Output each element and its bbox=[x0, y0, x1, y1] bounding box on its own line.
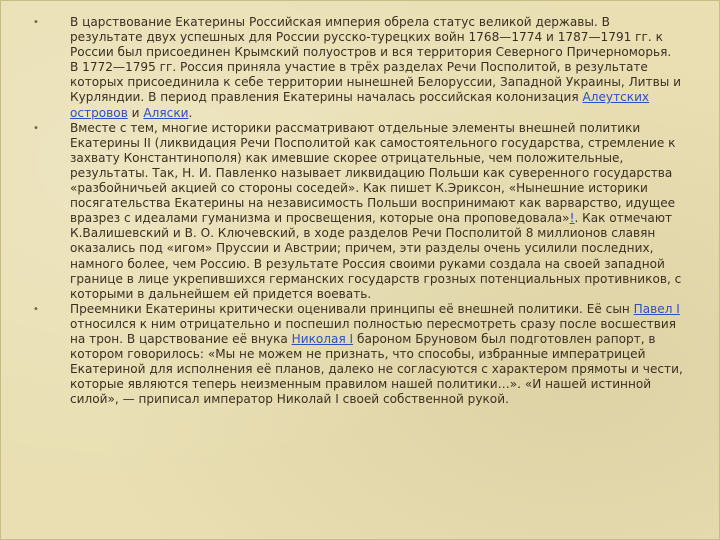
bullet-dot-icon: • bbox=[33, 17, 39, 28]
bullet-dot-icon: • bbox=[33, 303, 39, 315]
link-footnote[interactable]: ! bbox=[569, 211, 575, 226]
paragraph-2-text-a: Вместе с тем, многие историки рассматривают отдельные элементы внешней политики Екатерины II (ликвидация Речи Посполитой как самостоятельного государства, стремление к захвату Константинополя) как имевшие скорее отрицательные, чем положительные, результаты. Так, Н. И. Павленко называет ликвидацию Польши как суверенного государства «разбойничьей акцией со стороны соседей». Как пишет К.Эриксон, «Нынешние историки посягательства Екатерины на независимость Польши воспринимают как варварство, идущее вразрез с идеалами гуманизма и просвещения, которые она проповедовала» bbox=[70, 120, 676, 226]
paragraph-3-text-a: Преемники Екатерины критически оценивали принципы её внешней политики. Её сын bbox=[70, 301, 634, 316]
paragraph-2-text-b: . Как отмечают К.Валишевский и В. О. Ключевский, в ходе разделов Речи Посполитой 8 миллионов славян оказались под «игом» Пруссии и Австрии; причем, эти разделы очень усилили последних, намного более, чем Россию. В результате Россия своими руками создала на своей западной границе в лице укрепившихся германских государств грозных потенциальных противников, с которыми в дальнейшем ей придется воевать. bbox=[70, 211, 682, 301]
bullet-item-1 bbox=[33, 15, 683, 121]
link-alaska[interactable]: Аляски bbox=[143, 105, 189, 120]
paragraph-1-text-b: и bbox=[127, 105, 144, 120]
bullet-list bbox=[33, 15, 683, 407]
link-nicholas-i[interactable]: Николая I bbox=[291, 331, 354, 346]
link-aleutian-islands[interactable]: Алеутских островов bbox=[70, 90, 650, 120]
paragraph-3-text-b: относился к ним отрицательно и поспешил полностью пересмотреть сразу после восшествия на трон. В царствование её внука bbox=[70, 316, 677, 346]
paragraph-1-text-a: В царствование Екатерины Российская империя обрела статус великой державы. В результате двух успешных для России русско-турецких войн 1768—1774 и 1787—1791 гг. к России был присоединен Крымский полуостров и вся территория Северного Причерноморья. В 1772—1795 гг. Россия приняла участие в трёх разделах Речи Посполитой, в результате которых присоединила к себе территории нынешней Белоруссии, Западной Украины, Литвы и Курляндии. В период правления Екатерины началась российская колонизация bbox=[70, 15, 681, 105]
paragraph-3-text-c: бароном Бруновом был подготовлен рапорт, в котором говорилось: «Мы не можем не признать, что способы, избранные императрицей Екатериной для исполнения её планов, далеко не согласуются с характером прямоты и чести, которые являются теперь неизменным правилом нашей политики…». «И нашей истинной силой», — приписал император Николай I своей собственной рукой. bbox=[70, 331, 683, 407]
bullet-item-2 bbox=[33, 121, 683, 302]
paragraph-1-text-c: . bbox=[188, 105, 193, 120]
bullet-item-3 bbox=[33, 302, 683, 408]
bullet-dot-icon: • bbox=[33, 122, 39, 134]
link-paul-i[interactable]: Павел I bbox=[633, 301, 680, 316]
